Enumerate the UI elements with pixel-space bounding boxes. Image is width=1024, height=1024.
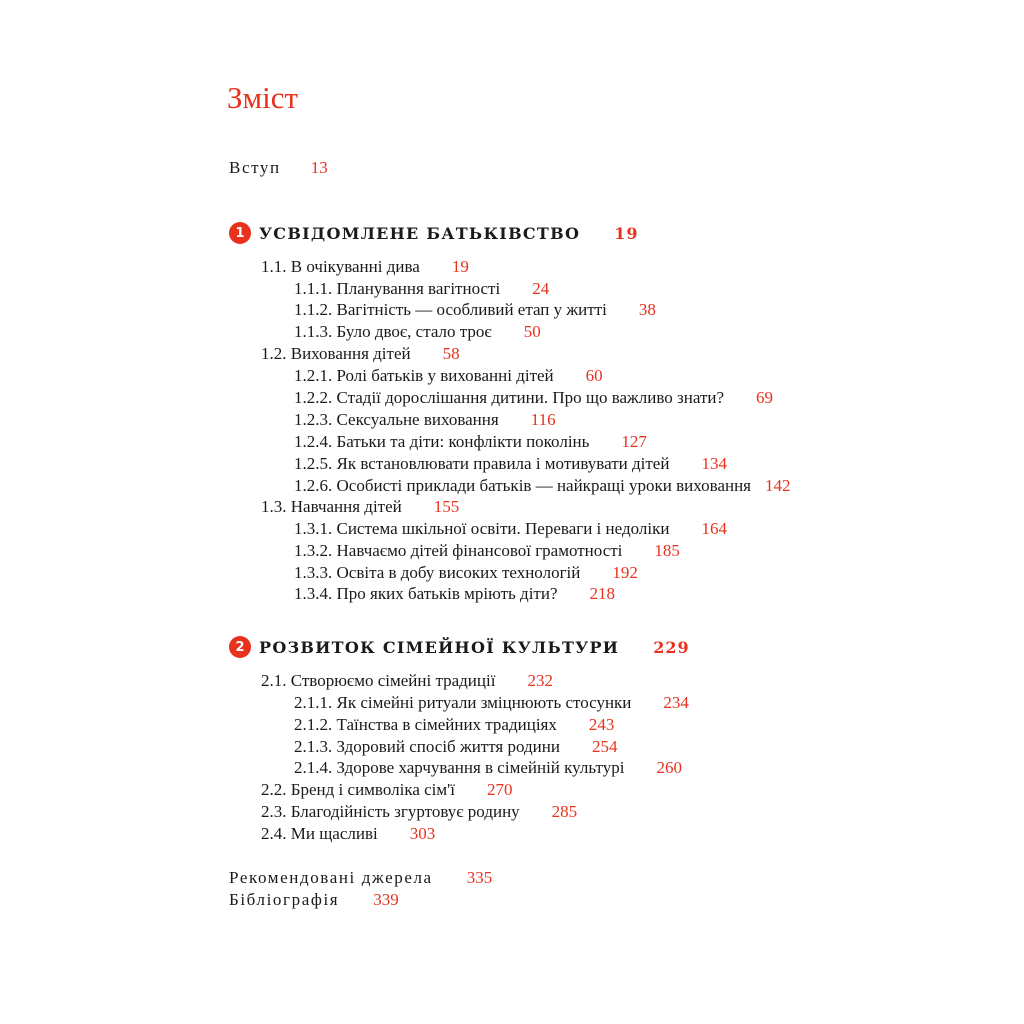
toc-entry-page: 218 xyxy=(589,584,615,603)
chapter-heading-1[interactable] xyxy=(229,222,638,244)
toc-entry-label: 1.2.2. Стадії дорослішання дитини. Про що важливо знати? xyxy=(294,388,725,407)
toc-entry-label: 1.1.1. Планування вагітності xyxy=(294,279,501,298)
toc-entry[interactable] xyxy=(294,584,615,604)
chapter-title: УСВІДОМЛЕНЕ БАТЬКІВСТВО xyxy=(259,223,581,243)
toc-entry[interactable] xyxy=(294,279,549,299)
toc-entry-page: 127 xyxy=(621,432,647,451)
chapter-heading-2[interactable] xyxy=(229,636,690,658)
toc-entry-page: 19 xyxy=(451,257,469,276)
toc-entry-label: 2.1.1. Як сімейні ритуали зміцнюють стосунки xyxy=(294,693,632,712)
toc-entry[interactable] xyxy=(294,758,682,778)
toc-entry[interactable] xyxy=(294,693,689,713)
toc-entry-label: 2.1.3. Здоровий спосіб життя родини xyxy=(294,737,560,756)
toc-entry[interactable] xyxy=(294,454,727,474)
toc-entry-page: 285 xyxy=(551,802,578,821)
toc-entry[interactable] xyxy=(294,715,614,735)
toc-entry-label: 1.3. Навчання дітей xyxy=(261,497,402,516)
toc-entry-page: 270 xyxy=(486,780,513,799)
toc-entry-label: 1.3.1. Система шкільної освіти. Переваги і недоліки xyxy=(294,519,670,538)
page-title: Зміст xyxy=(227,80,299,115)
toc-entry-label: 2.3. Благодійність згуртовує родину xyxy=(261,802,520,821)
toc-entry-label: 1.1.3. Було двоє, стало троє xyxy=(294,322,492,341)
toc-entry-page: 38 xyxy=(638,300,656,319)
toc-entry-label: Бібліографія xyxy=(229,890,340,909)
toc-entry[interactable] xyxy=(294,300,656,320)
toc-entry[interactable] xyxy=(294,432,647,452)
toc-entry[interactable] xyxy=(294,541,680,561)
toc-entry[interactable] xyxy=(261,497,459,517)
toc-entry[interactable] xyxy=(261,671,553,691)
toc-entry-label: Вступ xyxy=(229,158,281,177)
toc-entry[interactable] xyxy=(294,563,638,583)
toc-entry[interactable] xyxy=(294,519,727,539)
toc-entry-page: 232 xyxy=(527,671,553,690)
toc-entry[interactable] xyxy=(261,344,460,364)
toc-entry-label: 1.1. В очікуванні дива xyxy=(261,257,420,276)
toc-entry[interactable] xyxy=(261,802,577,822)
toc-entry[interactable] xyxy=(294,737,617,757)
toc-entry-label: 1.3.2. Навчаємо дітей фінансової грамотності xyxy=(294,541,623,560)
toc-entry-label: 1.2.3. Сексуальне виховання xyxy=(294,410,499,429)
chapter-number-badge: 1 xyxy=(229,222,251,244)
toc-entry-page: 185 xyxy=(654,541,680,560)
toc-entry[interactable] xyxy=(261,824,435,844)
toc-entry-label: 1.1.2. Вагітність — особливий етап у житті xyxy=(294,300,607,319)
toc-entry[interactable] xyxy=(294,476,791,496)
toc-entry-label: 2.1. Створюємо сімейні традиції xyxy=(261,671,496,690)
toc-entry-page: 58 xyxy=(442,344,460,363)
toc-entry-label: 1.2. Виховання дітей xyxy=(261,344,411,363)
toc-entry-page: 50 xyxy=(523,322,541,341)
toc-entry-page: 60 xyxy=(585,366,603,385)
toc-entry[interactable] xyxy=(294,322,541,342)
toc-entry-label: 1.2.1. Ролі батьків у вихованні дітей xyxy=(294,366,554,385)
toc-entry-intro[interactable] xyxy=(229,158,328,178)
toc-entry-page: 254 xyxy=(591,737,618,756)
toc-entry-label: 2.2. Бренд і символіка сім'ї xyxy=(261,780,455,799)
toc-entry[interactable] xyxy=(261,257,469,277)
chapter-title: РОЗВИТОК СІМЕЙНОЇ КУЛЬТУРИ xyxy=(259,637,620,657)
toc-entry-bibliography[interactable] xyxy=(229,890,399,910)
toc-entry-page: 234 xyxy=(663,693,689,712)
chapter-number-badge: 2 xyxy=(229,636,251,658)
toc-entry-label: 2.1.2. Таїнства в сімейних традиціях xyxy=(294,715,557,734)
toc-entry-page: 335 xyxy=(466,868,493,887)
toc-entry-page: 303 xyxy=(409,824,436,843)
toc-entry-label: 1.2.5. Як встановлювати правила і мотивувати дітей xyxy=(294,454,670,473)
toc-entry-page: 134 xyxy=(701,454,727,473)
chapter-page: 19 xyxy=(614,223,639,243)
toc-entry-page: 339 xyxy=(373,890,399,909)
toc-entry-page: 243 xyxy=(588,715,615,734)
toc-entry-label: 2.4. Ми щасливі xyxy=(261,824,378,843)
toc-entry-label: 1.3.4. Про яких батьків мріють діти? xyxy=(294,584,558,603)
toc-entry-page: 155 xyxy=(433,497,460,516)
toc-entry-page: 164 xyxy=(701,519,727,538)
toc-entry-page: 69 xyxy=(756,388,774,407)
toc-entry[interactable] xyxy=(294,410,556,430)
toc-entry-label: 1.2.4. Батьки та діти: конфлікти поколінь xyxy=(294,432,590,451)
toc-entry-label: 2.1.4. Здорове харчування в сімейній культурі xyxy=(294,758,625,777)
toc-entry[interactable] xyxy=(294,388,773,408)
chapter-page: 229 xyxy=(653,637,690,657)
toc-entry[interactable] xyxy=(261,780,512,800)
toc-entry-label: Рекомендовані джерела xyxy=(229,868,433,887)
toc-entry-page: 116 xyxy=(530,410,556,429)
toc-entry-label: 1.3.3. Освіта в добу високих технологій xyxy=(294,563,581,582)
toc-entry-recommended-sources[interactable] xyxy=(229,868,492,888)
toc-entry-page: 24 xyxy=(532,279,550,298)
toc-entry-page: 192 xyxy=(612,563,638,582)
toc-entry-page: 142 xyxy=(765,476,791,495)
toc-entry-page: 260 xyxy=(656,758,682,777)
toc-entry[interactable] xyxy=(294,366,603,386)
toc-entry-label: 1.2.6. Особисті приклади батьків — найкращі уроки виховання xyxy=(294,476,751,495)
toc-entry-page: 13 xyxy=(310,158,328,177)
